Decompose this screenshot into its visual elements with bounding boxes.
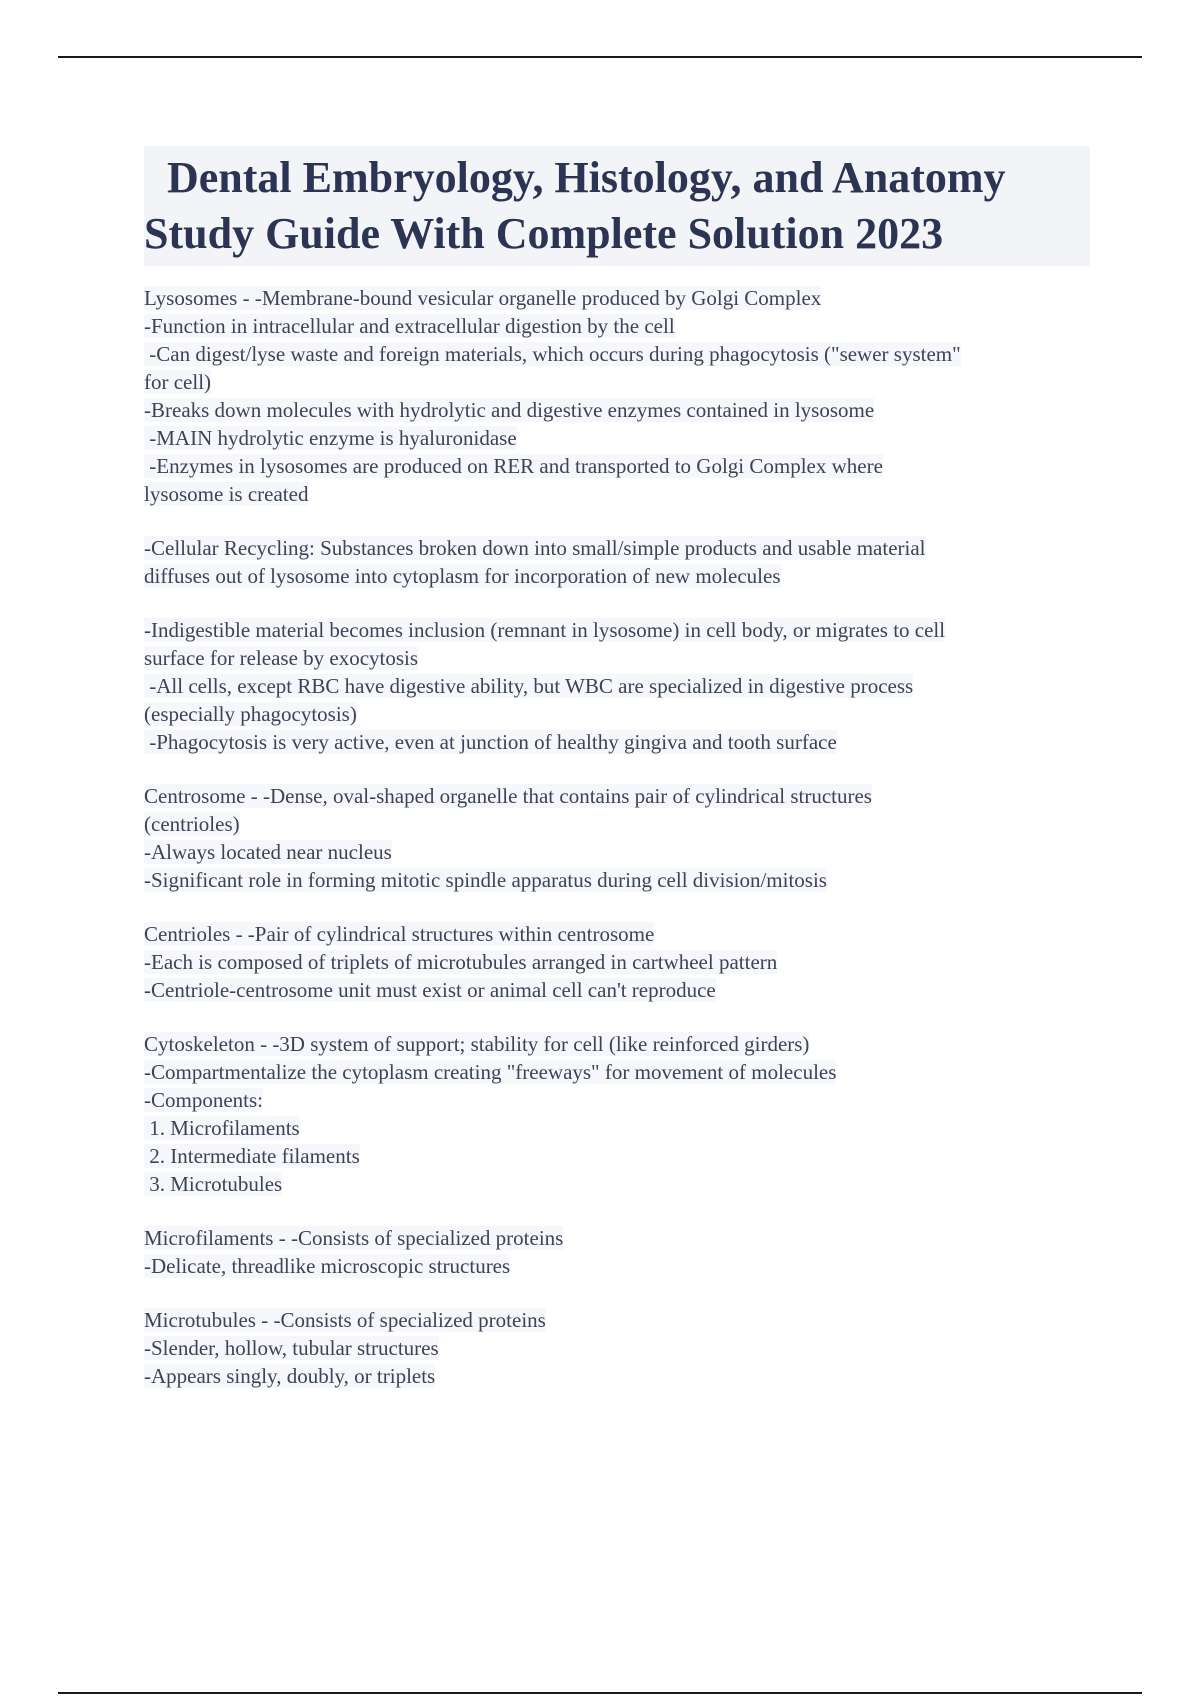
text-line: surface for release by exocytosis <box>144 646 419 670</box>
text-line: -Function in intracellular and extracellular digestion by the cell <box>144 314 675 338</box>
document-title <box>144 146 1090 266</box>
title-line-2: Study Guide With Complete Solution 2023 <box>144 209 944 258</box>
section-lysosomes <box>144 284 1094 508</box>
section-centrioles <box>144 920 1094 1004</box>
text-line: (especially phagocytosis) <box>144 702 357 726</box>
text-line: -Indigestible material becomes inclusion (remnant in lysosome) in cell body, or migrates to cell <box>144 618 946 642</box>
text-line: 1. Microfilaments <box>144 1116 300 1140</box>
text-line: 3. Microtubules <box>144 1172 283 1196</box>
text-line: diffuses out of lysosome into cytoplasm for incorporation of new molecules <box>144 564 781 588</box>
text-line: lysosome is created <box>144 482 309 506</box>
text-line: Centrosome - -Dense, oval-shaped organelle that contains pair of cylindrical structures <box>144 784 872 808</box>
text-line: (centrioles) <box>144 812 240 836</box>
bottom-rule <box>58 1692 1142 1694</box>
text-line: -Components: <box>144 1088 263 1112</box>
text-line: Microtubules - -Consists of specialized proteins <box>144 1308 546 1332</box>
text-line: -MAIN hydrolytic enzyme is hyaluronidase <box>144 426 517 450</box>
section-centrosome <box>144 782 1094 894</box>
text-line: -Always located near nucleus <box>144 840 392 864</box>
text-line: for cell) <box>144 370 212 394</box>
text-line: 2. Intermediate filaments <box>144 1144 360 1168</box>
section-cytoskeleton <box>144 1030 1094 1198</box>
section-indigestible-material <box>144 616 1094 756</box>
text-line: -Phagocytosis is very active, even at junction of healthy gingiva and tooth surface <box>144 730 837 754</box>
text-line: -Enzymes in lysosomes are produced on RER and transported to Golgi Complex where <box>144 454 883 478</box>
text-line: -Compartmentalize the cytoplasm creating "freeways" for movement of molecules <box>144 1060 837 1084</box>
text-line: -Breaks down molecules with hydrolytic and digestive enzymes contained in lysosome <box>144 398 875 422</box>
text-line: Cytoskeleton - -3D system of support; stability for cell (like reinforced girders) <box>144 1032 810 1056</box>
text-line: -Centriole-centrosome unit must exist or animal cell can't reproduce <box>144 978 716 1002</box>
text-line: -Slender, hollow, tubular structures <box>144 1336 439 1360</box>
text-line: -Can digest/lyse waste and foreign materials, which occurs during phagocytosis ("sewer system" <box>144 342 961 366</box>
section-microtubules <box>144 1306 1094 1390</box>
text-line: -Delicate, threadlike microscopic structures <box>144 1254 511 1278</box>
section-microfilaments <box>144 1224 1094 1280</box>
text-line: Microfilaments - -Consists of specialized proteins <box>144 1226 564 1250</box>
text-line: Lysosomes - -Membrane-bound vesicular organelle produced by Golgi Complex <box>144 286 822 310</box>
section-cellular-recycling <box>144 534 1094 590</box>
top-rule <box>58 56 1142 58</box>
text-line: -Significant role in forming mitotic spindle apparatus during cell division/mitosis <box>144 868 827 892</box>
document-body <box>144 284 1094 1416</box>
title-line-1: Dental Embryology, Histology, and Anatomy <box>156 153 1006 202</box>
text-line: -Cellular Recycling: Substances broken down into small/simple products and usable material <box>144 536 926 560</box>
text-line: Centrioles - -Pair of cylindrical structures within centrosome <box>144 922 655 946</box>
text-line: -Appears singly, doubly, or triplets <box>144 1364 436 1388</box>
text-line: -Each is composed of triplets of microtubules arranged in cartwheel pattern <box>144 950 778 974</box>
text-line: -All cells, except RBC have digestive ability, but WBC are specialized in digestive process <box>144 674 914 698</box>
